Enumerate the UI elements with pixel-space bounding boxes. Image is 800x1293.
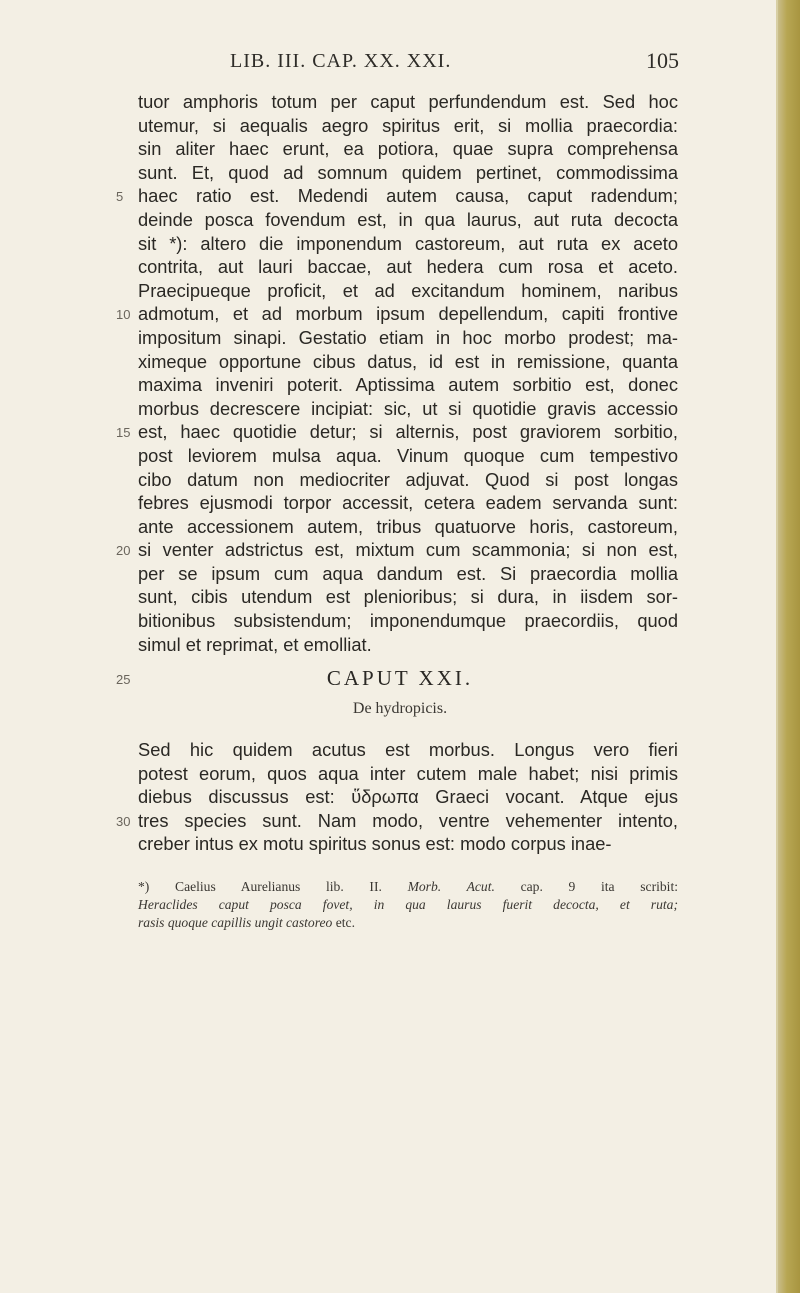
chapter-title: CAPUT XXI. — [326, 666, 474, 690]
text-line — [116, 809, 678, 833]
footnote-quote: rasis quoque capillis ungit castoreo — [138, 915, 333, 930]
page-edge — [778, 0, 800, 1293]
line-text: Praecipueque proficit, et ad excitandum hominem, naribus — [138, 279, 678, 301]
text-line — [138, 444, 678, 468]
running-head: LIB. III. CAP. XX. XXI. — [230, 50, 452, 72]
text-line — [138, 255, 678, 279]
line-text: ximeque opportune cibus datus, id est in remissione, quanta — [138, 350, 678, 372]
text-line — [138, 468, 678, 492]
footnote-work-title: Morb. Acut. — [407, 879, 495, 894]
text-line — [138, 738, 678, 762]
line-text: diebus discussus est: ὕδρωπα Graeci vocant. Atque ejus — [138, 786, 678, 808]
line-text: post leviorem mulsa aqua. Vinum quoque cum tempestivo — [138, 444, 678, 466]
line-text: morbus decrescere incipiat: sic, ut si quotidie gravis accessio — [138, 397, 678, 419]
text-line — [116, 184, 678, 208]
page-number: 105 — [646, 48, 679, 73]
text-line — [138, 562, 678, 586]
text-line — [138, 397, 678, 421]
text-line — [138, 515, 678, 539]
footnote-text: etc. — [332, 915, 355, 930]
text-line — [138, 373, 678, 397]
text-line — [138, 585, 678, 609]
body-text — [116, 90, 678, 656]
footnote-line — [138, 914, 678, 932]
text-line — [138, 208, 678, 232]
text-line — [138, 114, 678, 138]
line-number: 15 — [116, 425, 131, 441]
line-text: sin aliter haec erunt, ea potiora, quae supra comprehensa — [138, 138, 678, 160]
footnote-text: cap. 9 ita scribit: — [494, 879, 678, 894]
text-line — [138, 785, 678, 809]
text-line — [138, 491, 678, 515]
footnote — [138, 878, 678, 932]
line-text: admotum, et ad morbum ipsum depellendum, capiti frontive — [138, 303, 678, 325]
line-text: haec ratio est. Medendi autem causa, caput radendum; — [138, 185, 678, 207]
text-line — [138, 326, 678, 350]
line-text: tuor amphoris totum per caput perfundendum est. Sed hoc — [138, 91, 678, 112]
text-line — [138, 137, 678, 161]
line-text: creber intus ex motu spiritus sonus est: modo corpus inae- — [138, 833, 612, 855]
text-line — [138, 609, 678, 633]
text-line — [138, 350, 678, 374]
line-number: 10 — [116, 307, 131, 323]
line-text: simul et reprimat, et emolliat. — [138, 633, 372, 655]
line-number: 5 — [116, 189, 124, 205]
text-line — [138, 633, 678, 657]
line-text: impositum sinapi. Gestatio etiam in hoc morbo prodest; ma- — [138, 326, 678, 348]
text-line — [138, 90, 678, 114]
text-line — [138, 232, 678, 256]
line-text: maxima inveniri poterit. Aptissima autem sorbitio est, donec — [138, 374, 678, 396]
footnote-text: *) Caelius Aurelianus lib. II. — [138, 879, 408, 894]
chapter-subtitle: De hydropicis. — [352, 700, 448, 717]
line-text: Sed hic quidem acutus est morbus. Longus vero fieri — [138, 739, 678, 760]
text-line — [138, 832, 678, 856]
line-text: per se ipsum cum aqua dandum est. Si praecordia mollia — [138, 562, 678, 584]
line-text: potest eorum, quos aqua inter cutem male habet; nisi primis — [138, 762, 678, 784]
page-edge-line — [776, 0, 778, 1293]
line-text: bitionibus subsistendum; imponendumque praecordiis, quod — [138, 610, 678, 632]
line-text: febres ejusmodi torpor accessit, cetera eadem servanda sunt: — [138, 492, 678, 514]
text-line — [138, 762, 678, 786]
line-text: utemur, si aequalis aegro spiritus erit, si mollia praecordia: — [138, 114, 678, 136]
line-text: est, haec quotidie detur; si alternis, post graviorem sorbitio, — [138, 421, 678, 443]
line-text: cibo datum non mediocriter adjuvat. Quod si post longas — [138, 468, 678, 490]
footnote-line: Heraclides caput posca fovet, in qua laurus fuerit decocta, et ruta; — [138, 897, 678, 912]
line-number: 30 — [116, 813, 131, 829]
text-line — [116, 302, 678, 326]
text-line — [116, 420, 678, 444]
text-line — [138, 161, 678, 185]
line-text: sit *): altero die imponendum castoreum, aut ruta ex aceto — [138, 232, 678, 254]
line-text: contrita, aut lauri baccae, aut hedera cum rosa et aceto. — [138, 256, 678, 278]
chapter-text — [116, 738, 678, 856]
line-number: 20 — [116, 543, 131, 559]
line-text: deinde posca fovendum est, in qua laurus, aut ruta decocta — [138, 208, 678, 230]
line-text: si venter adstrictus est, mixtum cum scammonia; si non est, — [138, 539, 678, 561]
text-line — [138, 279, 678, 303]
line-text: sunt. Et, quod ad somnum quidem pertinet, commodissima — [138, 161, 678, 183]
line-text: ante accessionem autem, tribus quatuorve horis, castoreum, — [138, 515, 678, 537]
line-number: 25 — [116, 672, 131, 687]
line-text: tres species sunt. Nam modo, ventre vehementer intento, — [138, 809, 678, 831]
text-line — [116, 538, 678, 562]
line-text: sunt, cibis utendum est plenioribus; si dura, in iisdem sor- — [138, 586, 678, 608]
footnote-line — [138, 878, 678, 896]
